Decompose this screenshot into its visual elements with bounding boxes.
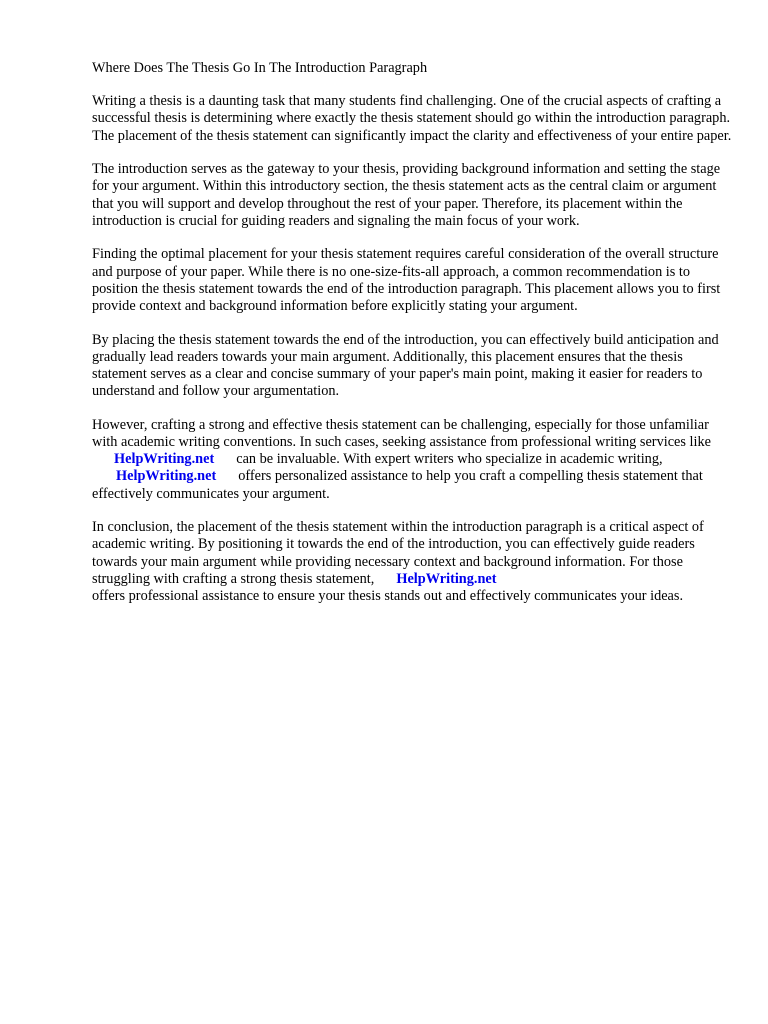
helpwriting-link-2[interactable]: HelpWriting.net xyxy=(116,468,217,485)
paragraph-4: By placing the thesis statement towards the end of the introduction, you can effectively build anticipation and gradually lead readers towards your main argument. Additionally, this placement ensures that the thesis statement serves as a clear and concise summary of your paper's main point, making it easier for readers to understand and follow your argumentation. xyxy=(92,331,719,400)
document-title: Where Does The Thesis Go In The Introduction Paragraph xyxy=(92,60,428,76)
paragraph-1: Writing a thesis is a daunting task that many students find challenging. One of the crucial aspects of crafting a successful thesis is determining where exactly the thesis statement should go within the introduction paragraph. The placement of the thesis statement can significantly impact the clarity and effectiveness of your entire paper. xyxy=(92,93,732,144)
paragraph-5 xyxy=(92,417,732,503)
paragraph-6-text-1: In conclusion, the placement of the thesis statement within the introduction paragraph is a critical aspect of academic writing. By positioning it towards the end of the introduction, you can effectively guide readers towards your main argument while providing necessary context and background information. For those struggling with crafting a strong thesis statement, xyxy=(92,519,704,587)
paragraph-5-text-1: However, crafting a strong and effective thesis statement can be challenging, especially for those unfamiliar with academic writing conventions. In such cases, seeking assistance from professional writing services like xyxy=(92,416,711,451)
paragraph-5-text-3: offers personalized assistance to help you craft a compelling thesis statement that effectively communicates your argument. xyxy=(92,468,703,502)
helpwriting-link-3[interactable]: HelpWriting.net xyxy=(396,570,497,587)
paragraph-6 xyxy=(92,519,732,605)
paragraph-5-text-2: can be invaluable. With expert writers who specialize in academic writing, xyxy=(236,451,663,468)
paragraph-2: The introduction serves as the gateway to your thesis, providing background information and setting the stage for your argument. Within this introductory section, the thesis statement acts as the central claim or argument that you will support and develop throughout the rest of your paper. Therefore, its placement within the introduction is crucial for guiding readers and signaling the main focus of your work. xyxy=(92,161,721,229)
paragraph-3: Finding the optimal placement for your thesis statement requires careful consideration of the overall structure and purpose of your paper. While there is no one-size-fits-all approach, a common recommendation is to position the thesis statement towards the end of the introduction paragraph. This placement allows you to first provide context and background information before explicitly stating your argument. xyxy=(92,246,721,315)
document-page xyxy=(92,60,732,622)
helpwriting-link-1[interactable]: HelpWriting.net xyxy=(114,451,215,468)
paragraph-6-text-2: offers professional assistance to ensure your thesis stands out and effectively communicates your ideas. xyxy=(92,588,684,605)
